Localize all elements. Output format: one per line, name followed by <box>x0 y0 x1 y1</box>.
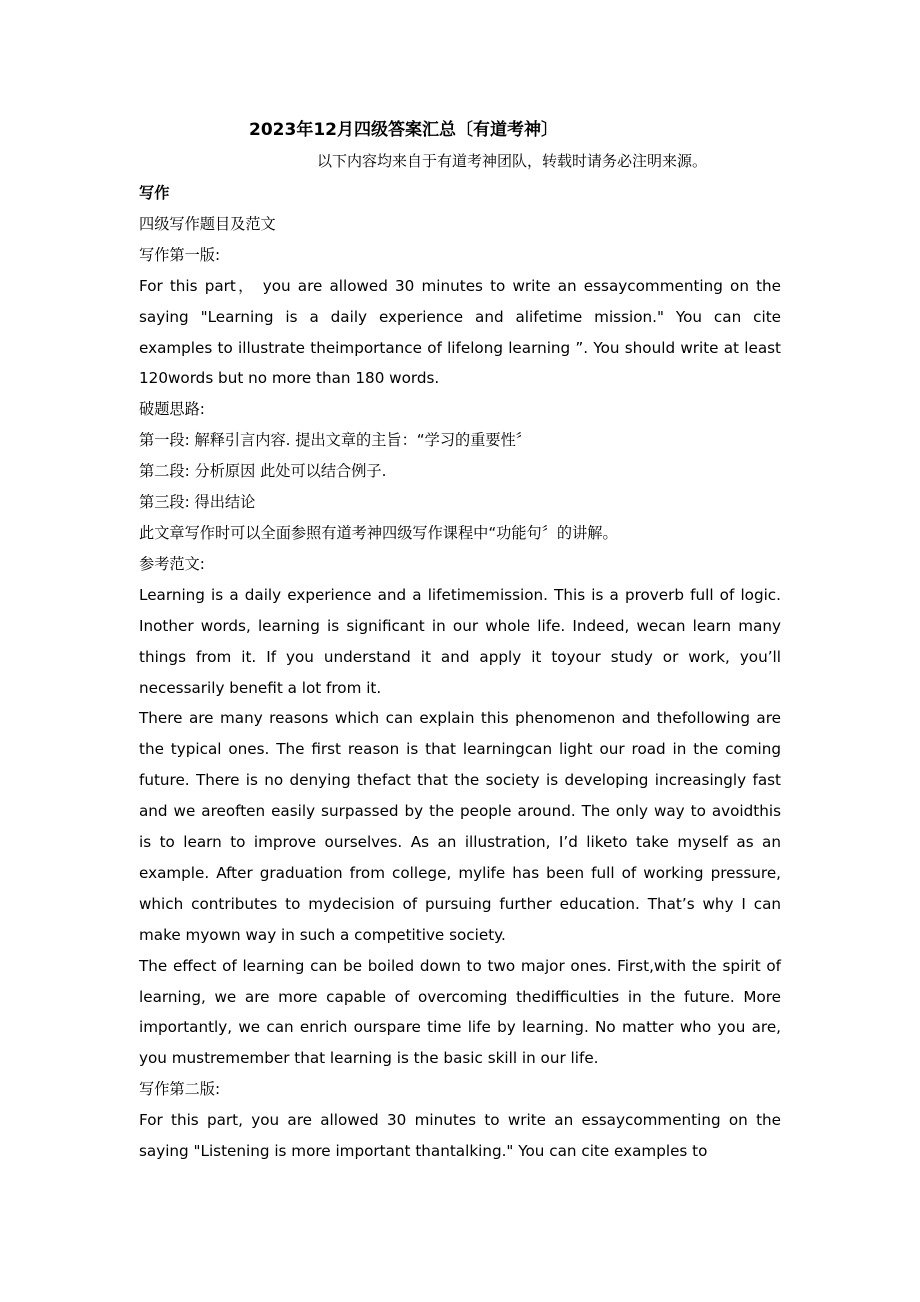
course-note: 此文章写作时可以全面参照有道考神四级写作课程中“功能句〞的讲解。 <box>139 523 618 542</box>
version1-prompt: For this part， you are allowed 30 minutes to write an essaycommenting on the saying "Learning is a daily experience and alifetime mission." You can cite examples to illustrate theimportance of lifelong learning ”. You should write at least 120words but no more than 180 words. <box>139 276 781 388</box>
document-subtitle: 以下内容均来自于有道考神团队，转载时请务必注明来源。 <box>317 152 708 170</box>
sample-paragraph-2: There are many reasons which can explain this phenomenon and thefollowing are the typical ones. The first reason is that learningcan light our road in the coming future. There is no denying thefact that the society is developing increasingly fast and we areoften easily surpassed by the people around. The only way to avoidthis is to learn to improve ourselves. As an illustration, I’d liketo take myself as an example. After graduation from college, mylife has been full of working pressure, which contributes to mydecision of pursuing further education. That’s why I can make myown way in such a competitive society. <box>139 709 781 944</box>
sample-paragraph-3: The effect of learning can be boiled down to two major ones. First,with the spirit of learning, we are more capable of overcoming thedifficulties in the future. More importantly, we can enrich ourspare time life by learning. No matter who you are, you mustremember that learning is the basic skill in our life. <box>139 956 781 1068</box>
paragraph1-hint: 第一段: 解释引言内容. 提出文章的主旨：“学习的重要性〞 <box>139 431 531 450</box>
document-title: 2023年12月四级答案汇总〔有道考神〕 <box>249 120 558 140</box>
sample-paragraph-1: Learning is a daily experience and a lifetimemission. This is a proverb full of logic. Inother words, learning is significant in our whole life. Indeed, wecan learn many things from it. If you understand it and apply it toyour study or work, you’ll necessarily benefit a lot from it. <box>139 585 781 697</box>
version2-label: 写作第二版: <box>139 1080 221 1099</box>
section-heading: 写作 <box>139 184 170 202</box>
approach-label: 破题思路: <box>139 400 205 419</box>
paragraph2-hint: 第二段: 分析原因 此处可以结合例子. <box>139 462 387 481</box>
writing-topic-heading: 四级写作题目及范文 <box>139 214 276 233</box>
version1-label: 写作第一版: <box>139 245 221 264</box>
version2-prompt: For this part, you are allowed 30 minutes to write an essaycommenting on the saying "Listening is more important thantalking." You can cite examples to <box>139 1111 781 1161</box>
sample-essay-label: 参考范文: <box>139 554 205 573</box>
document-body <box>139 178 781 1167</box>
paragraph3-hint: 第三段: 得出结论 <box>139 493 256 512</box>
